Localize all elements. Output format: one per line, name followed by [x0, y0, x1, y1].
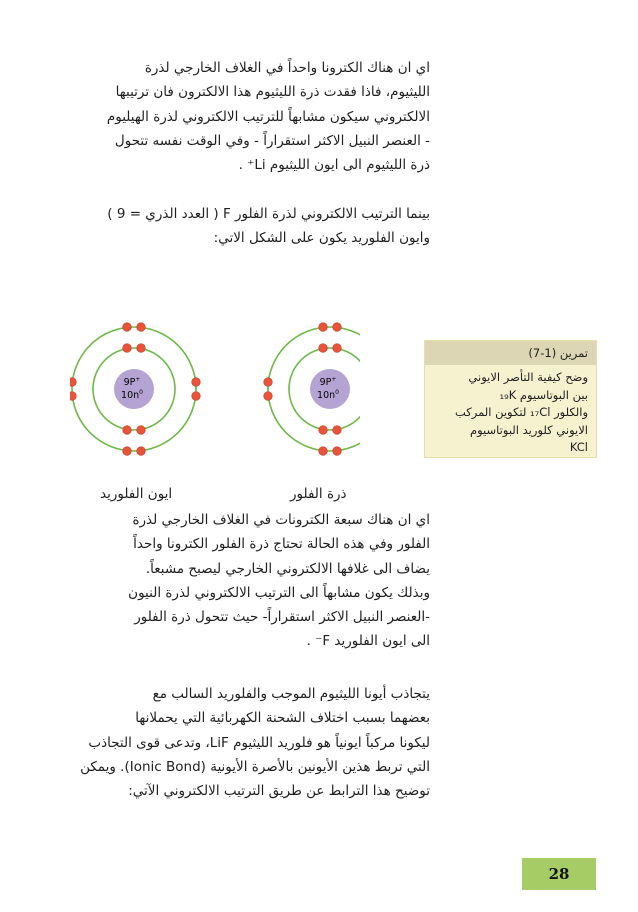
paragraph-lithium — [48, 56, 430, 177]
exercise-line: بين البوتاسيوم ₁₉K — [499, 387, 588, 402]
text-line: الليثيوم، فاذا فقدت ذرة الليثيوم هذا الالكترون فان ترتيبها — [115, 84, 430, 101]
electron — [192, 378, 201, 387]
electron — [333, 447, 342, 456]
electron — [137, 447, 146, 456]
text-line: الى ايون الفلوريد F⁻ . — [306, 633, 430, 650]
text-line: بعضهما بسبب اختلاف الشحنة الكهربائية التي يحملانها — [135, 710, 430, 727]
paragraph-fluorine-intro — [48, 202, 430, 251]
electron — [333, 426, 342, 435]
electron — [319, 323, 328, 332]
electron — [319, 344, 328, 353]
fluoride-ion-model — [70, 323, 200, 456]
electron — [137, 426, 146, 435]
nucleus — [114, 369, 154, 409]
exercise-line: الايوني كلوريد البوتاسيوم — [470, 422, 588, 437]
electron — [70, 378, 76, 387]
electron — [264, 392, 273, 401]
paragraph-ionic-bond — [48, 682, 430, 803]
electron — [319, 426, 328, 435]
electron — [333, 344, 342, 353]
electron — [192, 392, 201, 401]
electron — [264, 378, 273, 387]
exercise-body — [425, 365, 596, 457]
paragraph-fluorine — [48, 508, 430, 654]
text-line: ليكونا مركباً ايونياً هو فلوريد الليثيوم LiF، وتدعى قوى التجاذب — [88, 734, 430, 751]
page-number: 28 — [522, 858, 596, 890]
text-line: يضاف الى غلافها الالكتروني الخارجي ليصبح مشبعاً. — [145, 560, 430, 577]
text-line: التي تربط هذين الأيونين بالأصرة الأيونية (Ionic Bond). ويمكن — [80, 758, 430, 775]
text-line: اي ان هناك سبعة الكترونات في الغلاف الخارجي لذرة — [132, 512, 430, 528]
text-line: وايون الفلوريد يكون على الشكل الاتي: — [213, 230, 430, 247]
electron-shell-diagram — [70, 322, 360, 482]
exercise-line: والكلور ₁₇Cl لتكوين المركب — [454, 405, 588, 419]
text-line: -العنصر النبيل الاكثر استقراراً- حيث تتحول ذرة الفلور — [134, 609, 430, 626]
electron — [123, 323, 132, 332]
text-line: ذرة الليثيوم الى ايون الليثيوم Li⁺ . — [238, 157, 430, 174]
nucleus — [310, 369, 350, 409]
exercise-box — [424, 340, 597, 458]
text-line: اي ان هناك الكترونا واحداً في الغلاف الخارجي لذرة — [144, 60, 430, 76]
electron — [137, 323, 146, 332]
text-line: يتجاذب أيونا الليثيوم الموجب والفلوريد السالب مع — [152, 686, 430, 702]
neutron-label: $10n^0$ — [121, 389, 143, 401]
text-line: الالكتروني سيكون مشابهاً للترتيب الالكتروني لذرة الهيليوم — [106, 108, 430, 125]
text-line: وبذلك يكون مشابهاً الى الترتيب الالكتروني لذرة النيون — [128, 584, 430, 601]
page-edge-bar — [598, 0, 638, 912]
electron — [70, 392, 76, 401]
caption-fluorine-atom: ذرة الفلور — [290, 486, 347, 502]
text-line: بينما الترتيب الالكتروني لذرة الفلور F ( العدد الذري = 9 ) — [107, 206, 430, 222]
electron — [123, 447, 132, 456]
electron — [319, 447, 328, 456]
electron — [333, 323, 342, 332]
neutron-label: $10n^0$ — [317, 389, 339, 401]
electron — [123, 344, 132, 353]
text-line: توضيح هذا الترابط عن طريق الترتيب الالكتروني الآتي: — [128, 783, 430, 800]
exercise-line: KCl — [569, 440, 588, 454]
text-line: - العنصر النبيل الاكثر استقراراً - وفي الوقت نفسه تتحول — [114, 132, 430, 149]
proton-label: 9P+ — [123, 376, 141, 388]
exercise-title: تمرين (1-7) — [425, 341, 596, 365]
electron — [123, 426, 132, 435]
exercise-line: وضح كيفية التأصر الايوني — [468, 370, 588, 384]
fluorine-atom-model — [264, 323, 360, 456]
text-line: الفلور وفي هذه الحالة تحتاج ذرة الفلور الكترونا واحداً — [133, 536, 430, 553]
electron — [137, 344, 146, 353]
caption-fluoride-ion: ايون الفلوريد — [100, 486, 173, 502]
proton-label: 9P+ — [319, 376, 337, 388]
